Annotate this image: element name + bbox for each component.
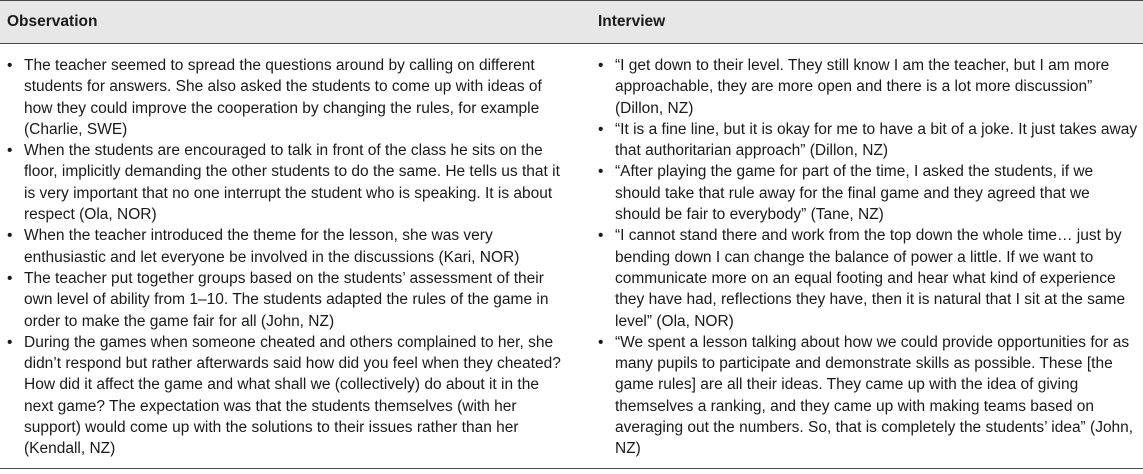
table-bottom-rule xyxy=(0,468,1143,469)
table-header-row xyxy=(0,0,1143,44)
observation-item: • When the teacher introduced the theme for the lesson, she was very enthusiastic and let everyone be involved in the discussions (Kari, NOR) xyxy=(7,225,565,268)
observation-column-header: Observation xyxy=(7,13,98,30)
observation-item: • When the students are encouraged to talk in front of the class he sits on the floor, implicitly demanding the other students to do the same. He tells us that it is very important that no one interrupt the student who is speaking. It is about respect (Ola, NOR) xyxy=(7,140,565,225)
interview-list xyxy=(598,55,1138,460)
observation-item: • The teacher put together groups based on the students’ assessment of their own level of ability from 1–10. The students adapted the rules of the game in order to make the game fair for all (John, NZ) xyxy=(7,268,565,332)
interview-item: • “We spent a lesson talking about how we could provide opportunities for as many pupils to participate and demonstrate skills as possible. These [the game rules] are all their ideas. They came up with the idea of giving themselves a ranking, and they came up with making teams based on averaging out the numbers. So, that is completely the students’ idea” (John, NZ) xyxy=(598,332,1138,460)
observation-item: • During the games when someone cheated and others complained to her, she didn’t respond but rather afterwards said how did you feel when they cheated? How did it affect the game and what shall we (collectively) do about it in the next game? The expectation was that the students themselves (with her support) would come up with the solutions to their issues rather than her (Kendall, NZ) xyxy=(7,332,565,460)
interview-item: • “I get down to their level. They still know I am the teacher, but I am more approachable, they are more open and there is a lot more discussion” (Dillon, NZ) xyxy=(598,55,1138,119)
observation-item: • The teacher seemed to spread the questions around by calling on different students for answers. She also asked the students to come up with ideas of how they could improve the cooperation by changing the rules, for example (Charlie, SWE) xyxy=(7,55,565,140)
observation-list xyxy=(7,55,565,460)
interview-item: • “I cannot stand there and work from the top down the whole time… just by bending down I can change the balance of power a little. If we want to communicate more on an equal footing and hear what kind of experience they have had, reflections they have, then it is natural that I sit at the same level” (Ola, NOR) xyxy=(598,225,1138,331)
interview-column-header: Interview xyxy=(598,13,666,30)
interview-item: • “After playing the game for part of the time, I asked the students, if we should take that rule away for the final game and they agreed that we should be fair to everybody” (Tane, NZ) xyxy=(598,161,1138,225)
interview-item: • “It is a fine line, but it is okay for me to have a bit of a joke. It just takes away that authoritarian approach” (Dillon, NZ) xyxy=(598,119,1138,162)
